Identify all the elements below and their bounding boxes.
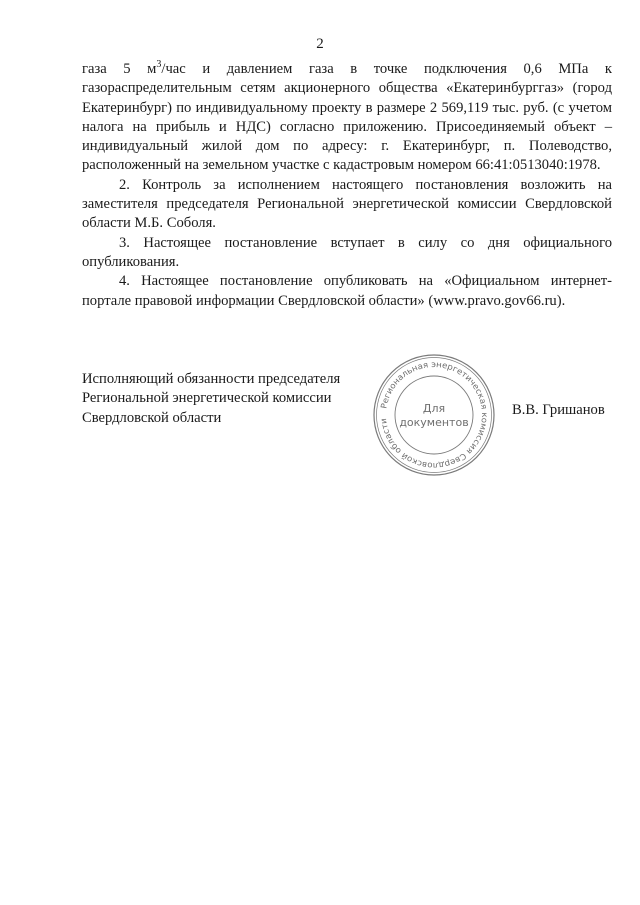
stamp-graphic xyxy=(371,352,497,478)
stamp-ring-text: Региональная энергетическая комиссия Свердловской области xyxy=(378,358,491,472)
position-line-1: Исполняющий обязанности председателя xyxy=(82,371,341,387)
stamp-center-line-2: документов xyxy=(399,416,469,429)
signer-name: В.В. Гришанов xyxy=(512,402,605,418)
stamp-outer-ring-inner xyxy=(377,358,492,473)
document-body xyxy=(82,60,612,311)
stamp-center-line-1: Для xyxy=(422,402,446,415)
position-line-3: Свердловской области xyxy=(82,409,222,426)
paragraph-4: 4. Настоящее постановление опубликовать на «Официальном интернет-портале правовой информации Свердловской области» (www.pravo.gov66.ru). xyxy=(82,273,612,309)
paragraph-3: 3. Настоящее постановление вступает в силу со дня официального опубликования. xyxy=(82,234,612,270)
superscript-3: 3 xyxy=(156,59,162,71)
position-line-2: Региональной энергетической комиссии xyxy=(82,390,332,407)
paragraph-1 xyxy=(82,60,612,176)
signature-position xyxy=(82,370,362,428)
paragraph-1-rest: /час и давлением газа в точке подключения 0,6 МПа к газораспределительным сетям акционерного общества «Екатеринбурггаз» (город Екатеринбург) по индивидуальному проекту в размере 2 569,119 тыс. руб. (с учетом налога на прибыль и НДС) согласно приложению. Присоединяемый объект – индивидуальный жилой дом по адресу: г. Екатеринбург, п. Полеводство, расположенный на земельном участке с кадастровым номером 66:41:0513040:1978. xyxy=(82,61,612,174)
official-stamp xyxy=(371,352,497,478)
paragraph-1-start: газа 5 м xyxy=(82,61,157,77)
paragraph-2: 2. Контроль за исполнением настоящего постановления возложить на заместителя председателя Региональной энергетической комиссии Свердловской области М.Б. Соболя. xyxy=(82,176,612,232)
stamp-inner-ring xyxy=(395,376,473,454)
page-number: 2 xyxy=(316,36,324,52)
stamp-outer-ring xyxy=(374,355,494,475)
